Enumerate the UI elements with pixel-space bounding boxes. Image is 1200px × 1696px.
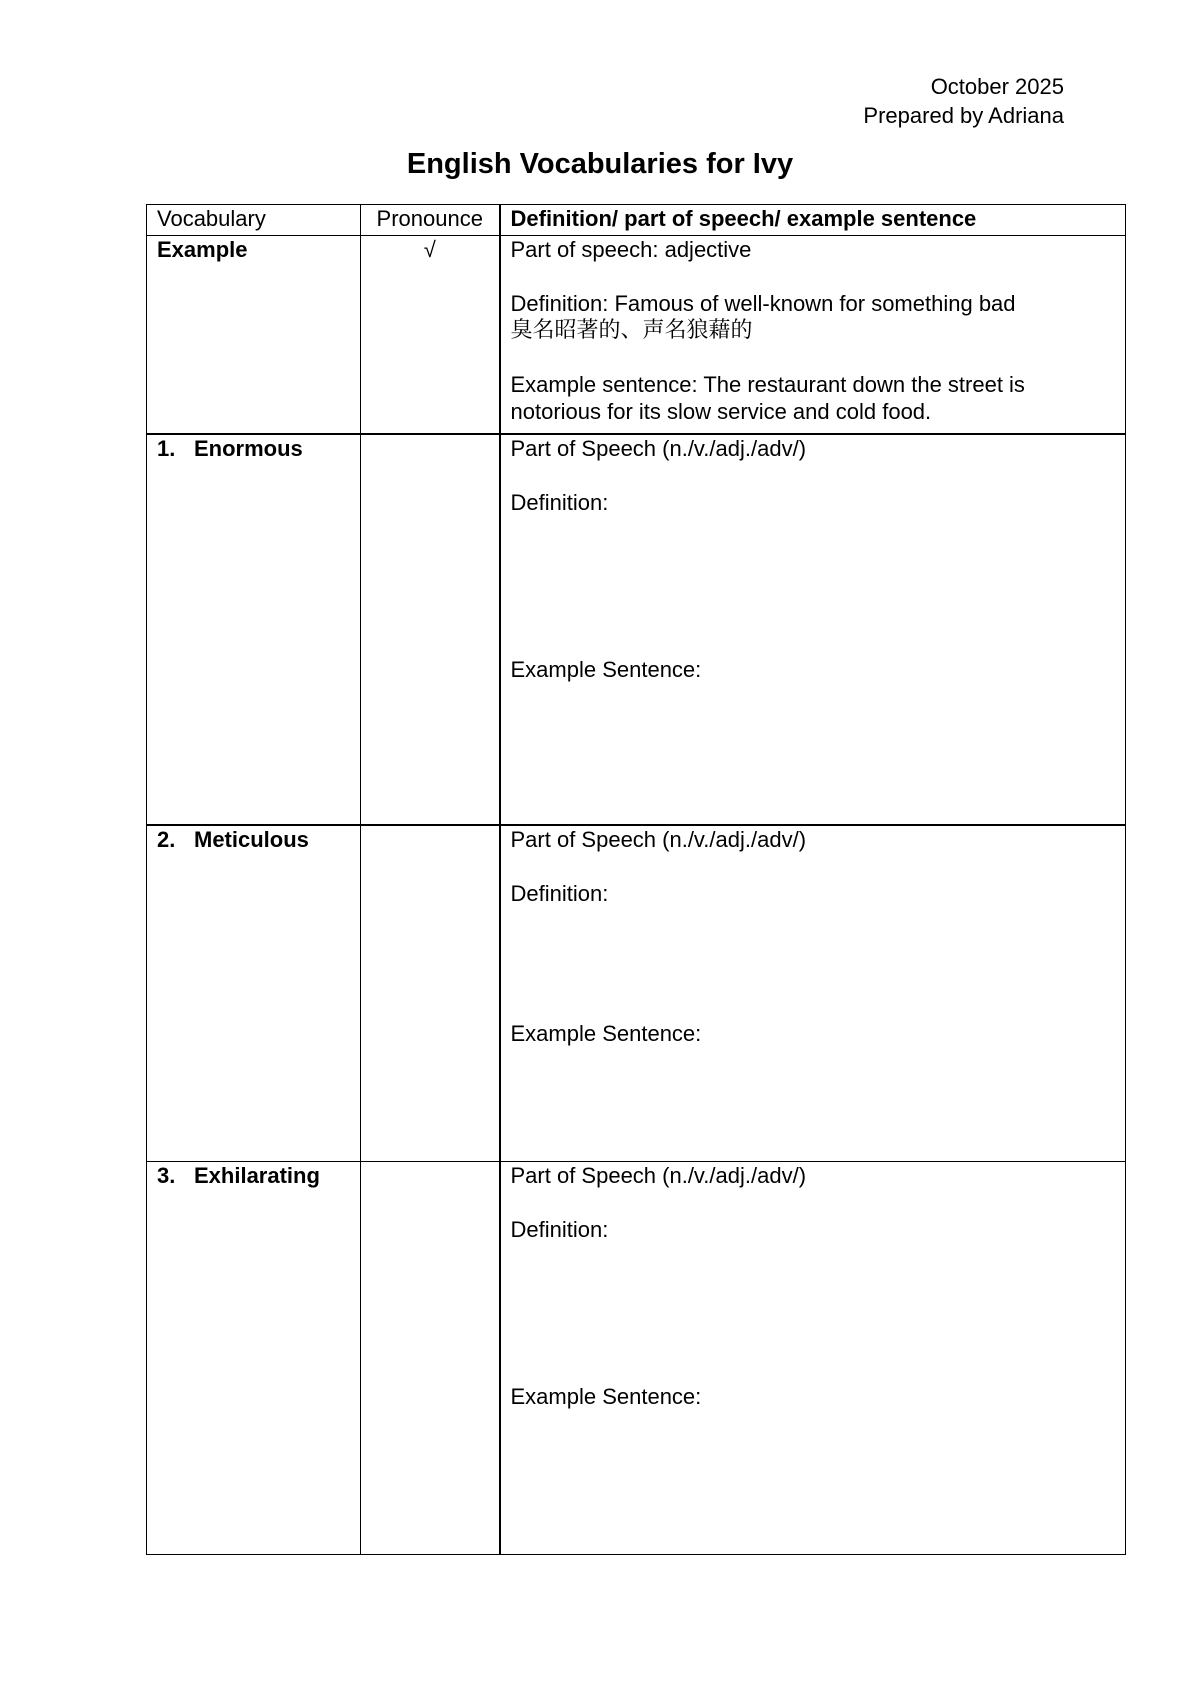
example-part-of-speech: Part of speech: adjective <box>510 237 752 262</box>
word-text: Exhilarating <box>194 1163 320 1188</box>
word-cell <box>147 1162 361 1555</box>
definition-label: Definition: <box>510 489 609 515</box>
word-number: 3. <box>157 1163 176 1188</box>
example-row <box>147 236 1126 434</box>
example-sentence-label: Example Sentence: <box>510 1020 702 1046</box>
definition-cell[interactable] <box>500 1162 1126 1555</box>
document-header <box>863 72 1064 130</box>
table-row <box>147 434 1126 825</box>
prepared-by-text: Prepared by Adriana <box>863 103 1064 128</box>
pronounce-check-mark: √ <box>423 237 436 262</box>
date-text: October 2025 <box>930 74 1064 99</box>
pronounce-column-header: Pronounce <box>361 205 500 236</box>
word-text: Enormous <box>194 435 303 461</box>
definition-column-header: Definition/ part of speech/ example sentence <box>500 205 1126 236</box>
definition-cell[interactable] <box>500 434 1126 825</box>
word-number: 2. <box>157 826 176 852</box>
example-word-cell <box>147 236 361 434</box>
word-cell <box>147 434 361 825</box>
definition-label: Definition: <box>510 1217 609 1242</box>
definition-label: Definition: <box>510 880 609 906</box>
page-title: English Vocabularies for Ivy <box>406 148 794 180</box>
example-definition-cell <box>500 236 1126 434</box>
example-pronounce-cell <box>361 236 500 434</box>
part-of-speech-label: Part of Speech (n./v./adj./adv/) <box>510 826 807 852</box>
table-header-row <box>147 205 1126 236</box>
word-text: Meticulous <box>194 826 309 852</box>
word-number: 1. <box>157 435 176 461</box>
part-of-speech-label: Part of Speech (n./v./adj./adv/) <box>510 1163 807 1188</box>
example-sentence-label: Example Sentence: <box>510 656 702 682</box>
table-row <box>147 1162 1126 1555</box>
vocabulary-column-header: Vocabulary <box>147 205 361 236</box>
part-of-speech-label: Part of Speech (n./v./adj./adv/) <box>510 435 807 461</box>
pronounce-cell[interactable] <box>361 1162 500 1555</box>
example-definition-chinese: 臭名昭著的、声名狼藉的 <box>510 318 753 343</box>
definition-cell[interactable] <box>500 825 1126 1162</box>
example-sentence-label: Example Sentence: <box>510 1384 702 1409</box>
word-cell <box>147 825 361 1162</box>
pronounce-cell[interactable] <box>361 825 500 1162</box>
vocabulary-table <box>146 204 1126 1555</box>
pronounce-cell[interactable] <box>361 434 500 825</box>
example-word: Example <box>157 237 248 262</box>
example-sentence: Example sentence: The restaurant down the street is notorious for its slow service and cold food. <box>510 372 1025 424</box>
example-definition: Definition: Famous of well-known for something bad <box>510 291 1016 316</box>
table-row <box>147 825 1126 1162</box>
